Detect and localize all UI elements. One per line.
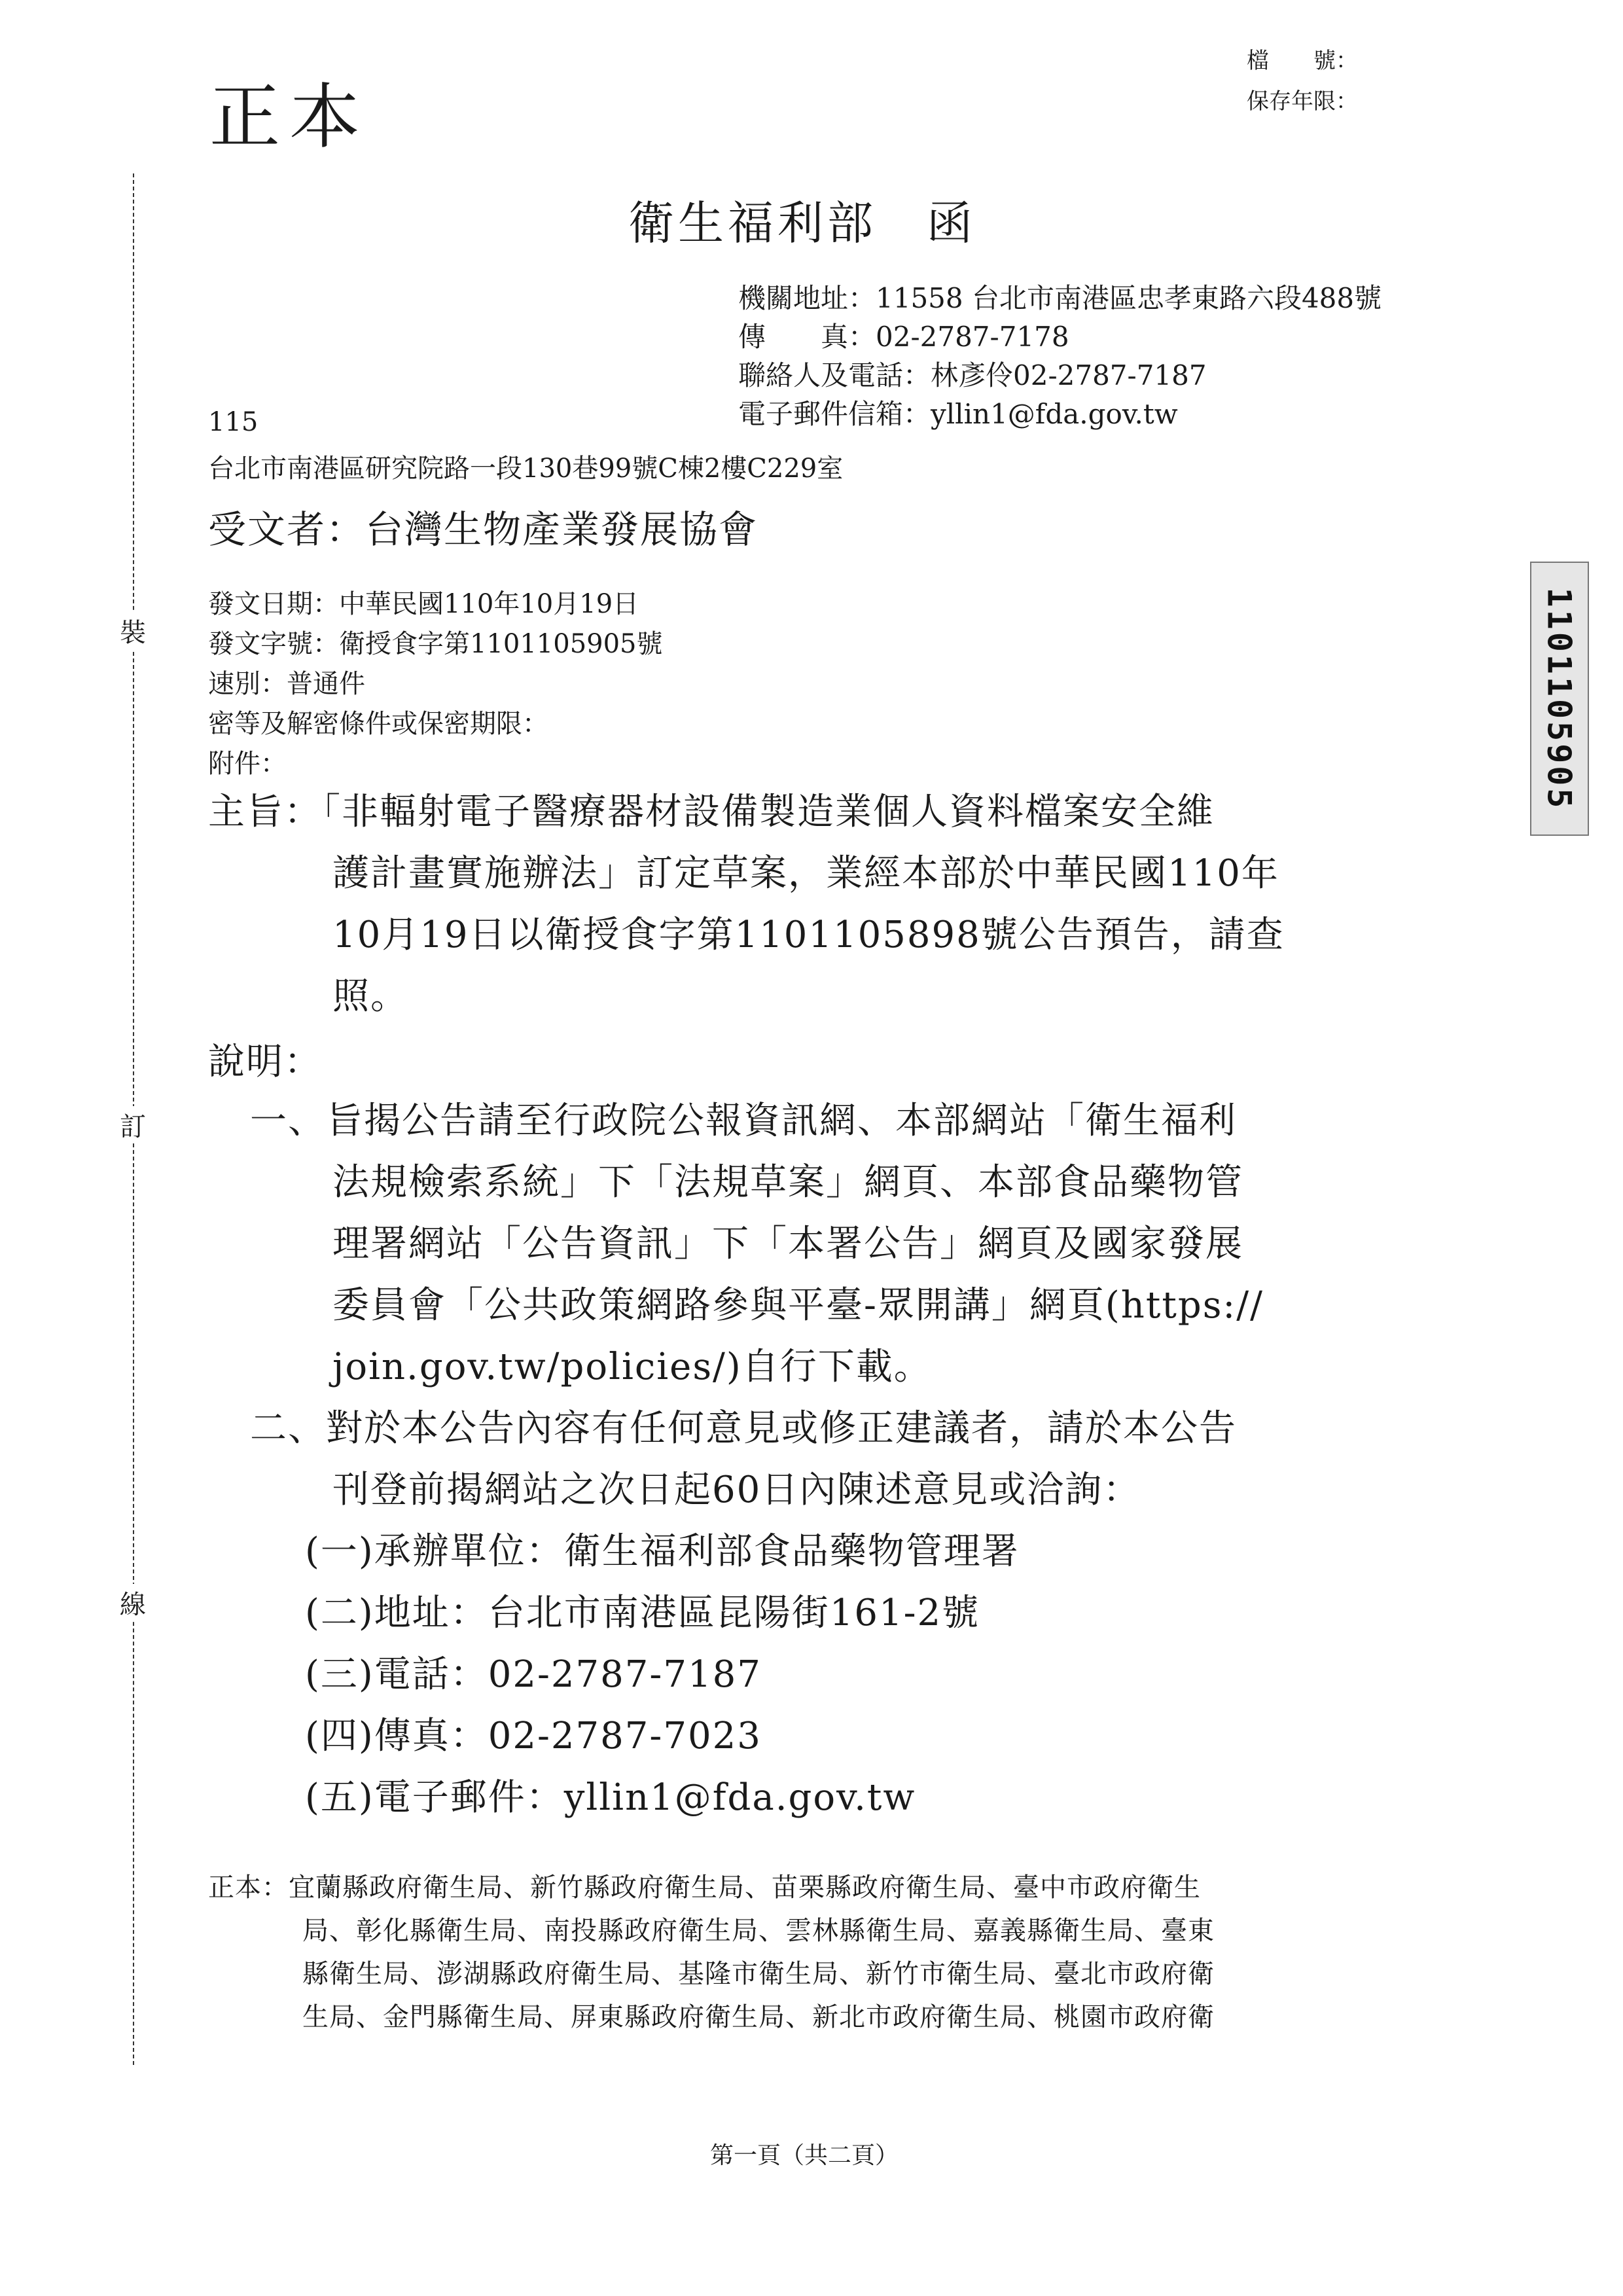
attachments: 附件： <box>208 749 287 779</box>
file-meta <box>1247 41 1358 122</box>
explanation-item-1-line: 理署網站「公告資訊」下「本署公告」網頁及國家發展 <box>332 1223 1243 1265</box>
explanation-label: 說明： <box>208 1041 322 1083</box>
cc-line: 縣衛生局、澎湖縣政府衛生局、基隆市衛生局、新竹市衛生局、臺北市政府衛 <box>302 1959 1215 1989</box>
contact-item: (五)電子郵件：yllin1@fda.gov.tw <box>305 1776 916 1819</box>
binding-mark-bottom: 線 <box>118 1584 148 1621</box>
issuer-contact: 聯絡人及電話：林彥伶02-2787-7187 <box>738 359 1207 391</box>
explanation-item-1-line: join.gov.tw/policies/)自行下載。 <box>332 1346 932 1388</box>
receipt-number-stamp <box>1530 562 1589 836</box>
file-number-label: 檔 號： <box>1247 48 1358 74</box>
contact-item: (二)地址：台北市南港區昆陽街161-2號 <box>305 1592 980 1634</box>
explanation-item-2-line: 二、對於本公告內容有任何意見或修正建議者，請於本公告 <box>250 1407 1237 1450</box>
document-title: 衛生福利部 函 <box>628 196 976 250</box>
contact-item: (四)傳真：02-2787-7023 <box>305 1715 762 1757</box>
subject-line: 10月19日以衛授食字第1101105898號公告預告，請查 <box>332 914 1285 956</box>
binding-mark-middle: 訂 <box>118 1106 148 1143</box>
delivery-speed: 速別：普通件 <box>208 669 365 699</box>
issuer-info <box>738 279 1382 433</box>
contact-item: (三)電話：02-2787-7187 <box>305 1653 762 1696</box>
subject-line: 主旨：「非輻射電子醫療器材設備製造業個人資料檔案安全維 <box>208 791 1215 833</box>
cc-line: 正本：宜蘭縣政府衛生局、新竹縣政府衛生局、苗栗縣政府衛生局、臺中市政府衛生 <box>208 1873 1201 1903</box>
original-copy-label: 正本 <box>209 77 370 158</box>
contact-item: (一)承辦單位：衛生福利部食品藥物管理署 <box>305 1530 1020 1573</box>
document-number: 發文字號：衛授食字第1101105905號 <box>208 629 663 659</box>
subject-line: 護計畫實施辦法」訂定草案，業經本部於中華民國110年 <box>332 852 1279 895</box>
retention-period-label: 保存年限： <box>1247 88 1358 115</box>
security-level: 密等及解密條件或保密期限： <box>208 709 548 739</box>
cc-line: 生局、金門縣衛生局、屏東縣政府衛生局、新北市政府衛生局、桃園市政府衛 <box>302 2002 1215 2032</box>
document-meta <box>208 584 663 784</box>
cc-line: 局、彰化縣衛生局、南投縣政府衛生局、雲林縣衛生局、嘉義縣衛生局、臺東 <box>302 1916 1215 1946</box>
recipient-zip: 115 <box>208 407 259 437</box>
recipient-address: 台北市南港區研究院路一段130巷99號C棟2樓C229室 <box>208 454 844 484</box>
explanation-item-2-line: 刊登前揭網站之次日起60日內陳述意見或洽詢： <box>332 1469 1141 1511</box>
issuer-address: 機關地址：11558 台北市南港區忠孝東路六段488號 <box>738 282 1382 314</box>
receipt-number: 1101105905 <box>1541 586 1578 811</box>
issuer-fax: 傳 真：02-2787-7178 <box>738 321 1069 353</box>
subject-line: 照。 <box>332 975 408 1018</box>
binding-mark-top: 裝 <box>118 612 148 649</box>
issue-date: 發文日期：中華民國110年10月19日 <box>208 589 639 619</box>
issuer-email: 電子郵件信箱：yllin1@fda.gov.tw <box>738 398 1178 430</box>
explanation-item-1-line: 法規檢索系統」下「法規草案」網頁、本部食品藥物管 <box>332 1161 1243 1204</box>
page-number: 第一頁（共二頁） <box>710 2142 899 2169</box>
recipient: 受文者：台灣生物產業發展協會 <box>208 507 758 552</box>
explanation-item-1-line: 委員會「公共政策網路參與平臺-眾開講」網頁(https:// <box>332 1284 1264 1327</box>
explanation-item-1-line: 一、旨揭公告請至行政院公報資訊網、本部網站「衛生福利 <box>250 1100 1237 1142</box>
